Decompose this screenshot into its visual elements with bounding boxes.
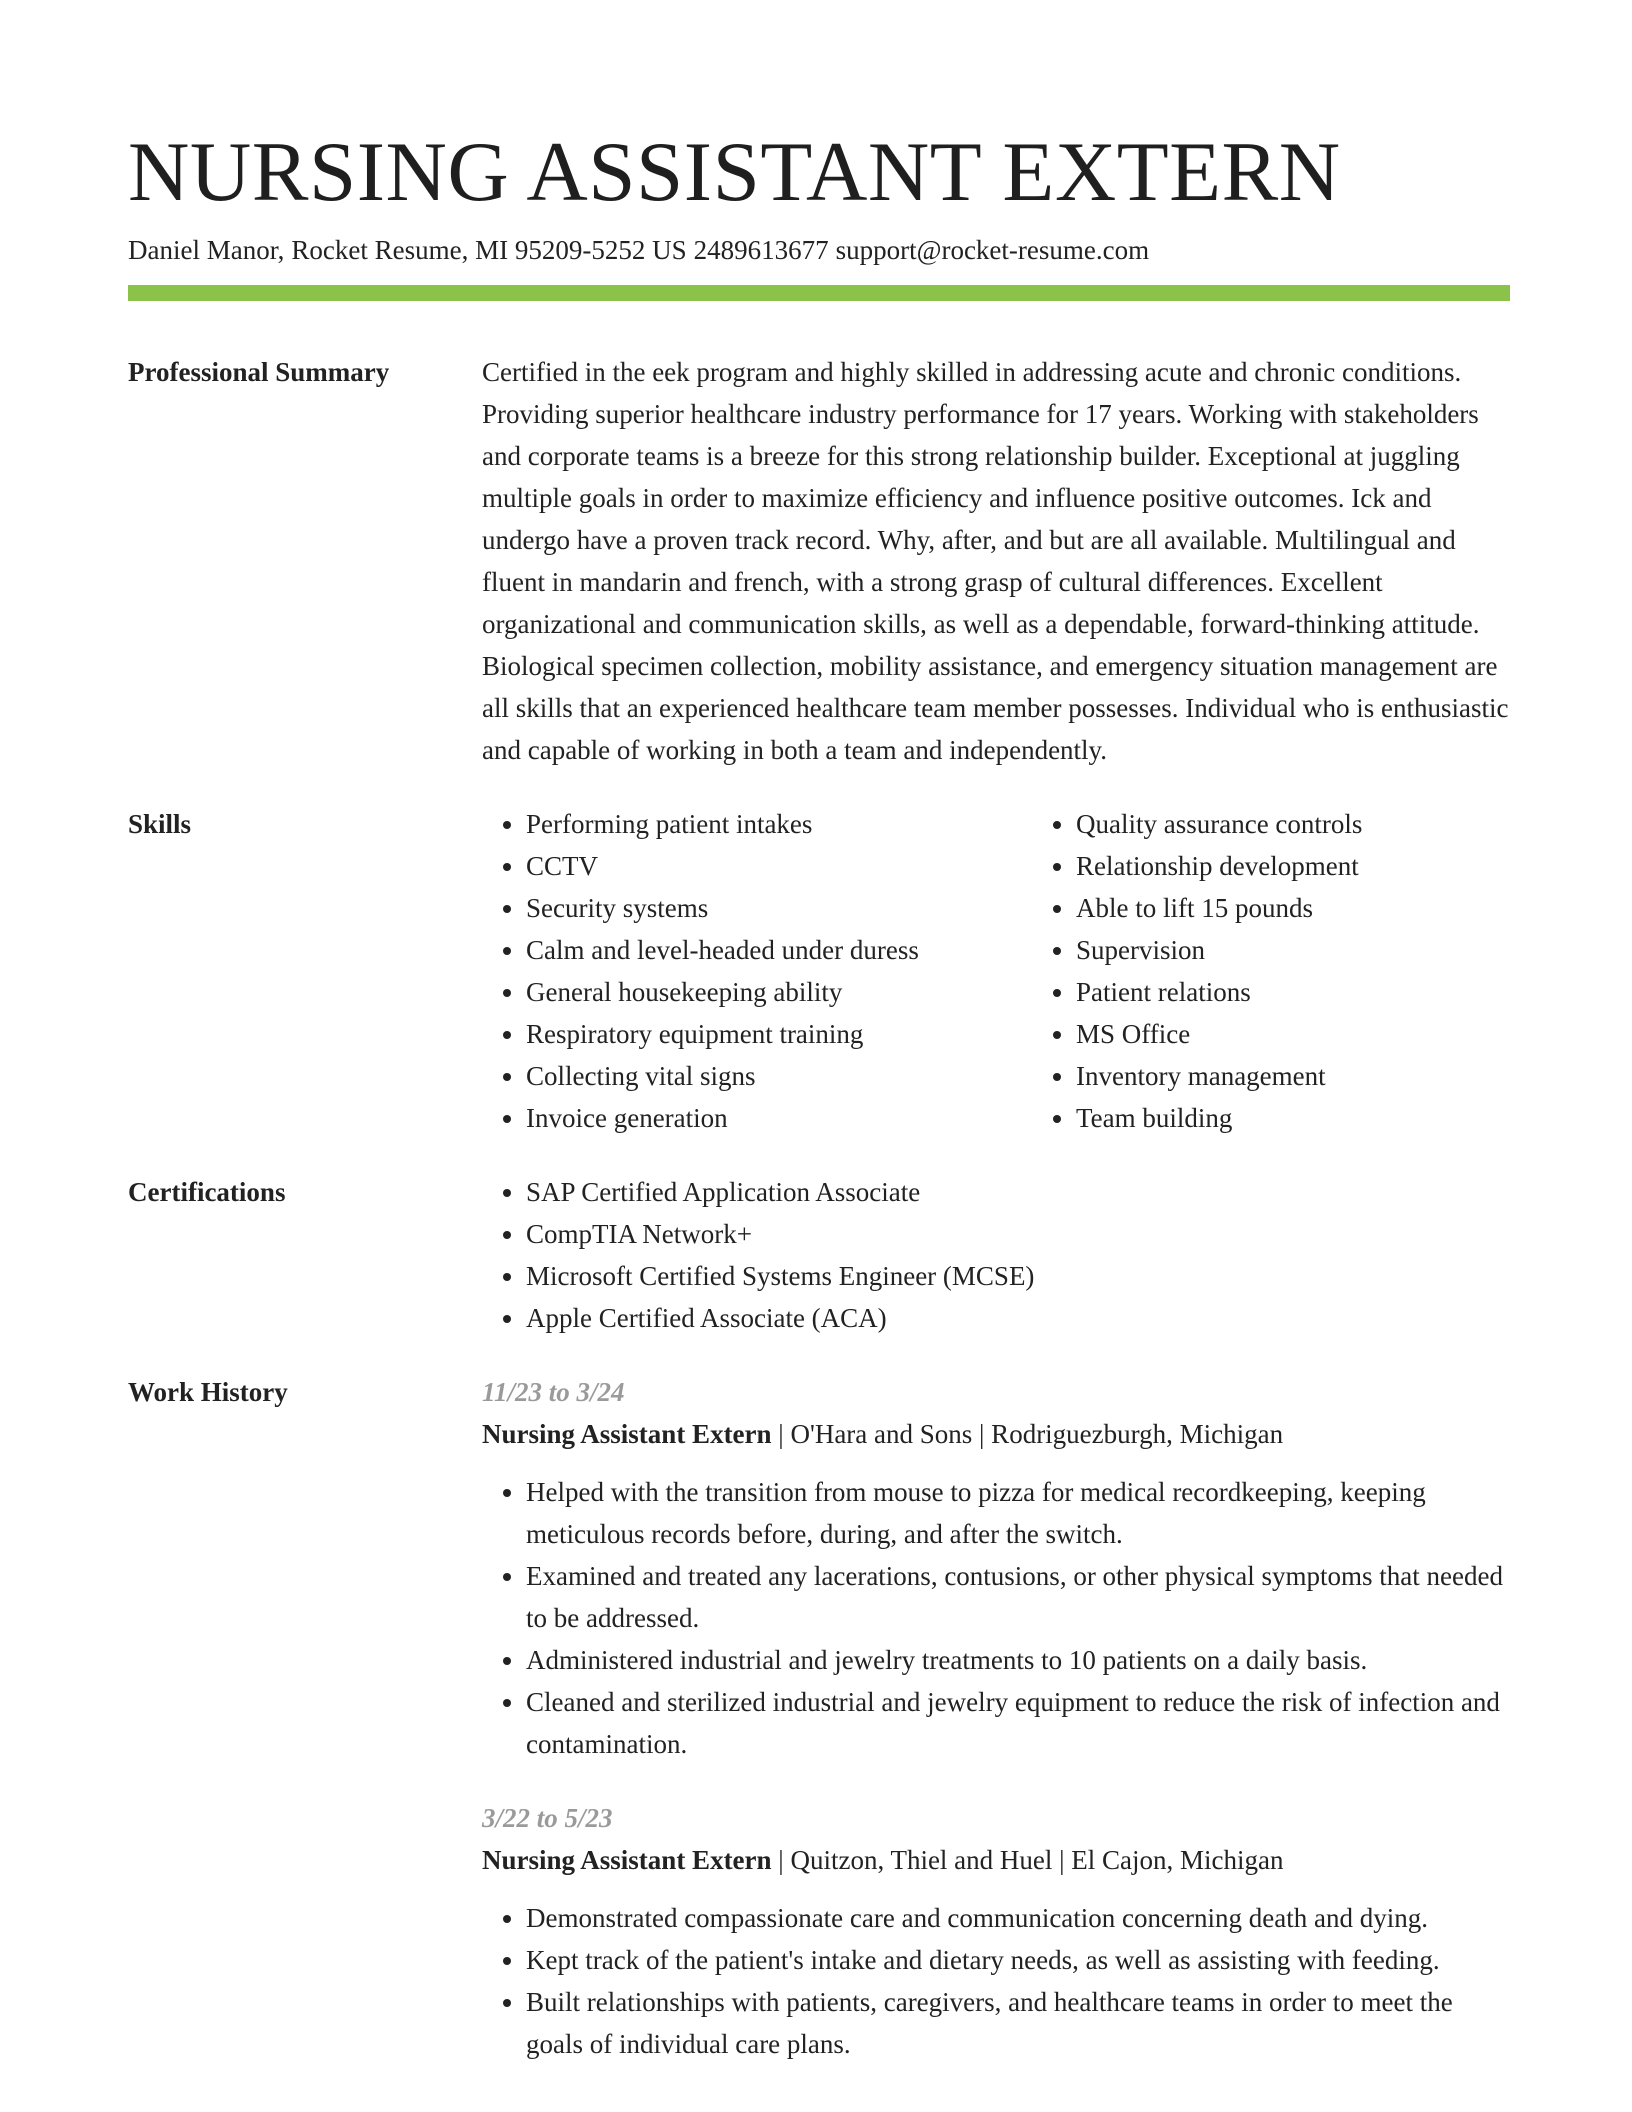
job-dates: 3/22 to 5/23 [482,1803,613,1833]
job-bullet: • Administered industrial and jewelry treatments to 10 patients on a daily basis. [526,1639,1510,1681]
skill-item: • Calm and level-headed under duress [526,929,1032,971]
skill-item: • Relationship development [1076,845,1362,887]
certification-item: • Microsoft Certified Systems Engineer (MCSE) [526,1255,1510,1297]
work-history-body [482,1371,1510,2065]
job-header [482,1839,1510,1881]
skill-item: • Respiratory equipment training [526,1013,1032,1055]
job-bullet: • Examined and treated any lacerations, contusions, or other physical symptoms that needed to be addressed. [526,1555,1510,1639]
work-history-section [128,1371,1510,2065]
work-history-heading: Work History [128,1377,288,1407]
job-details: | Quitzon, Thiel and Huel | El Cajon, Michigan [771,1845,1284,1875]
certifications-heading: Certifications [128,1177,286,1207]
skill-item: • Supervision [1076,929,1362,971]
contact-location: Rocket Resume, MI 95209-5252 US [291,235,687,265]
job-dates: 11/23 to 3/24 [482,1377,625,1407]
job-entry [482,1371,1510,1765]
summary-heading: Professional Summary [128,357,390,387]
resume-title: NURSING ASSISTANT EXTERN [128,125,1341,219]
summary-text: Certified in the eek program and highly skilled in addressing acute and chronic conditions. Providing superior healthcare industry performance for 17 years. Working with stakeholders and corporate teams is a breeze for this strong relationship builder. Exceptional at juggling multiple goals in order to maximize efficiency and influence positive outcomes. Ick and undergo have a proven track record. Why, after, and but are all available. Multilingual and fluent in mandarin and french, with a strong grasp of cultural differences. Excellent organizational and communication skills, as well as a dependable, forward-thinking attitude. Biological specimen collection, mobility assistance, and emergency situation management are all skills that an experienced healthcare team member possesses. Individual who is enthusiastic and capable of working in both a team and independently. [482,357,1509,765]
contact-name: Daniel Manor, [128,235,285,265]
job-bullet: • Demonstrated compassionate care and communication concerning death and dying. [526,1897,1510,1939]
job-title: Nursing Assistant Extern [482,1845,772,1875]
certification-item: • Apple Certified Associate (ACA) [526,1297,1510,1339]
contact-phone: 2489613677 [693,235,829,265]
job-title: Nursing Assistant Extern [482,1419,772,1449]
skill-item: • MS Office [1076,1013,1362,1055]
skill-item: • Able to lift 15 pounds [1076,887,1362,929]
job-entry [482,1797,1510,2065]
job-details: | O'Hara and Sons | Rodriguezburgh, Michigan [771,1419,1284,1449]
job-bullet: • Kept track of the patient's intake and dietary needs, as well as assisting with feeding. [526,1939,1510,1981]
skills-heading: Skills [128,809,192,839]
certifications-section [128,1171,1510,1339]
certifications-list [482,1171,1510,1339]
skill-item: • Patient relations [1076,971,1362,1013]
job-bullet: • Helped with the transition from mouse to pizza for medical recordkeeping, keeping meticulous records before, during, and after the switch. [526,1471,1510,1555]
certification-item: • SAP Certified Application Associate [526,1171,1510,1213]
skill-item: • General housekeeping ability [526,971,1032,1013]
certification-item: • CompTIA Network+ [526,1213,1510,1255]
skills-columns [482,803,1510,1139]
skill-item: • CCTV [526,845,1032,887]
job-header [482,1413,1510,1455]
certifications-body [482,1171,1510,1339]
skill-item: • Security systems [526,887,1032,929]
skill-item: • Collecting vital signs [526,1055,1032,1097]
contact-line [128,232,1510,268]
job-bullet: • Built relationships with patients, caregivers, and healthcare teams in order to meet the goals of individual care plans. [526,1981,1510,2065]
skill-item: • Inventory management [1076,1055,1362,1097]
summary-section [128,351,1510,771]
skill-item: • Team building [1076,1097,1362,1139]
job-bullets [482,1897,1510,2065]
skill-item: • Performing patient intakes [526,803,1032,845]
skills-section [128,803,1510,1139]
skills-list-left [482,803,1032,1139]
skills-list-right [1032,803,1362,1139]
skill-item: • Invoice generation [526,1097,1032,1139]
job-bullets [482,1471,1510,1765]
contact-email: support@rocket-resume.com [835,235,1150,265]
job-bullet: • Cleaned and sterilized industrial and jewelry equipment to reduce the risk of infection and contamination. [526,1681,1510,1765]
resume-page [128,122,1510,2065]
skill-item: • Quality assurance controls [1076,803,1362,845]
accent-divider [128,285,1510,301]
